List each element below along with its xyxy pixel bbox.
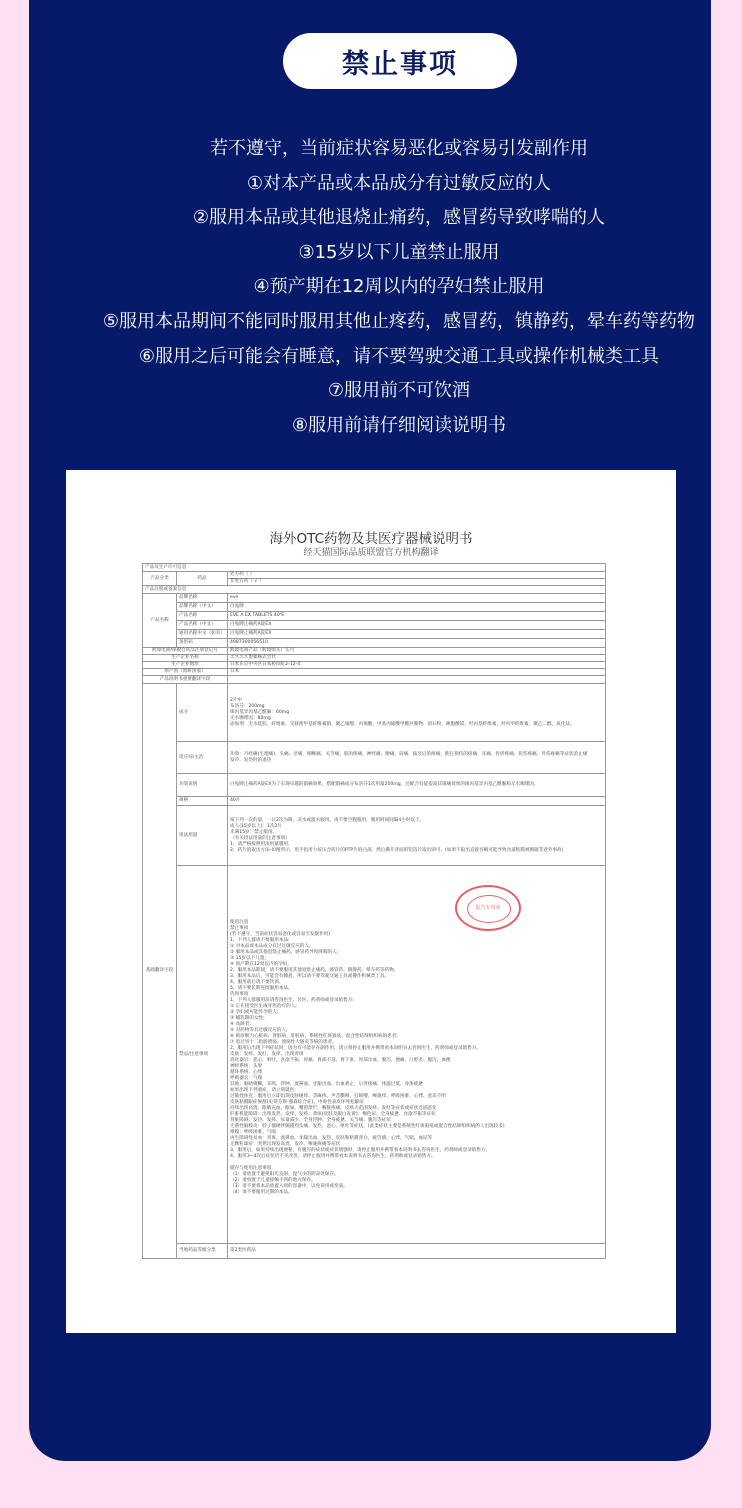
section-title: 禁止事项	[342, 48, 458, 80]
warning-item: ③15岁以下儿童禁止服用	[298, 241, 500, 263]
cell-label: 生产企业地址	[143, 662, 228, 669]
cell-label: 功效说明	[177, 774, 228, 797]
cell-label: 产品分类	[143, 572, 177, 586]
text-line: 2片中	[230, 697, 243, 703]
section-header: 产品及生产许可信息	[143, 564, 606, 572]
text-line: 3、服用本品后，可能会有睡意，所以请不要驾驶交通工具或操作机械类工具。	[230, 973, 390, 979]
text-line: 1、下列人群服用前请咨询医生、牙医、药剂师或登录销售方:	[230, 997, 354, 1003]
text-line: ① 对本品或本品成分有过过敏反应的人;	[230, 943, 311, 949]
section-header: 产品注册或备案信息	[143, 586, 606, 594]
text-line: （4）请不要服用过期的本品。	[230, 1189, 293, 1195]
stamp-text: 报告专用章	[475, 905, 501, 911]
cell-label: 原产国（原研国家）	[143, 669, 228, 676]
document-title: 海外OTC药物及其医疗器械说明书	[269, 531, 473, 547]
section-header: 产品说明书重要翻译字段	[143, 676, 228, 684]
text-line: 皮肤粘膜眼症候群(史蒂芬斯-强森综合症)、中毒性表皮坏死松解症	[230, 1099, 364, 1105]
cell-value: eve	[228, 594, 606, 603]
text-line: ⑤ 对药物等有过敏反应的人;	[230, 1027, 288, 1033]
text-line: 功效：月经痛(生理痛)、头痛、牙痛、咽喉痛、关节痛、肌肉疼痛、神经痛、腰痛、肩痛、拔牙后的疼痛、跌打损伤的疼痛、耳痛、骨折疼痛、扭伤疼痛、外伤疼痛等症状的止痛	[230, 751, 588, 757]
text-line: 无颗粒球症：突然出现发高烧、发冷、喉咙疼痛等症状	[230, 1141, 341, 1147]
cell-label: 药品	[177, 572, 228, 586]
cell-value: 日本	[228, 669, 606, 676]
text-line: 咨询事项	[230, 991, 249, 997]
warning-item: ①对本产品或本品成分有过敏反应的人	[246, 172, 552, 194]
official-stamp	[455, 885, 521, 931]
cell-label: 规格	[177, 797, 228, 806]
text-line: ③ 15岁以下儿童;	[230, 955, 266, 961]
document-table	[142, 563, 606, 1259]
cell-value: 白兔牌	[228, 603, 606, 612]
text-line: 使用注意	[230, 919, 249, 925]
cell-label: 跨境电商/保税仓药品注册登记号	[143, 648, 228, 655]
cell-label: 基础翻译字段	[143, 684, 177, 1259]
effect-cell: 白兔牌止痛药A锭EX为了实现卓越的镇痛效果，搭配镇痛成分布洛芬1次用量200mg，还配合有能提高其镇痛效果的烯丙基异丙基乙酰脲和无水咖啡因。	[228, 774, 606, 797]
warning-item: ②服用本品或其他退烧止痛药，感冒药导致哮喘的人	[192, 207, 606, 229]
text-line: 消化器官：恶心、呕吐、食欲不振、胃痛、胃部不适、胃下垂、胃部出血、腹泻、便痛、口腔炎、腹泻、血便	[230, 1057, 451, 1063]
cell-label: 适应症/主治	[177, 742, 228, 774]
cell-value: 跨境电商产品（跨境购买）实可	[228, 648, 606, 655]
text-line: 4、服用前后请不要饮酒。	[230, 979, 284, 985]
text-line: ③ 哺乳期的女性;	[230, 1015, 265, 1021]
spec-cell: 40片	[228, 797, 606, 806]
text-line: 如果出现下列重症，请立刻就医:	[230, 1087, 296, 1093]
text-line: ④ 预产期在12周以内的孕妇。	[230, 961, 292, 967]
text-line: 5、请不要长期连续服用本品。	[230, 985, 293, 991]
text-line: 再生障碍性贫血：青斑、流鼻血、牙龈出血、发热、皮肤和粘膜青白、疲劳感、心悸、气喘、血尿等	[230, 1135, 433, 1141]
cell-label: 产品名称（中文）	[177, 621, 228, 630]
class-cell: 第2类医药品	[228, 1244, 606, 1259]
text-line: （1）请放置于避免阳光直射、湿气少的阴凉处保存。	[230, 1171, 339, 1177]
text-line: 无水咖啡因：80mg	[230, 715, 271, 721]
text-line: 哮喘：呼吸困难、气喘	[230, 1129, 276, 1135]
text-line: （有关用法用量的注意事项）	[230, 835, 290, 841]
usage-cell	[228, 806, 606, 866]
cell-label: 品牌名称（中文）	[177, 603, 228, 612]
text-line: 成人(15岁以上)：1次2片	[230, 823, 283, 829]
text-line: 2、服用本品期间，请不要服用其他退烧止痛药、感冒药、镇静药、晕车药等药物。	[230, 967, 399, 973]
warning-list	[58, 132, 740, 443]
warning-item: ⑥服用之后可能会有睡意，请不要驾驶交通工具或操作机械类工具	[138, 345, 660, 367]
document-subtitle: 经天猫国际品质联盟官方机构翻译	[303, 548, 439, 558]
text-line: 按下列一次的量，一日2次为限，凉水或温水服用。请不要空腹服用，服用时间间隔4小时以上。	[230, 817, 425, 823]
cell-value: 非处方药（ √ ）	[228, 579, 606, 586]
cell-value: 4987300056510	[228, 639, 606, 648]
text-line: 禁止事项	[230, 925, 249, 931]
text-line: 肝脏机能障碍：出现发热、发痒、发疹、黄疸(皮肤及眼白发黄)、褐色尿、全身疲惫、食欲不振等症状	[230, 1111, 436, 1117]
text-line: 未满15岁：禁止服用。	[230, 829, 278, 835]
text-line: 皮肤：发疹、发红、发痒、出现青斑	[230, 1051, 304, 1057]
section-title-pill	[283, 33, 517, 89]
text-line: ① 正在接受医生或牙医治疗的人;	[230, 1003, 297, 1009]
warning-item: ⑧服用前请仔细阅读说明书	[291, 414, 507, 436]
text-line: 肾脏障碍：发热、发疹、尿量减少、全身浮肿、全身疲惫、关节痛、腹泻等症状	[230, 1117, 391, 1123]
ingredients-cell	[228, 684, 606, 742]
text-line: 2、药片的取出方法-如图所示，用手指用力按压含药片的PTP片的凸部，然后撕开背面的铝箔片取出即可。(如果不取出直接吞咽可能导致食道粘膜被刺破等意外事故)	[230, 847, 564, 853]
text-line: (若不遵守，当前症状容易恶化或容易引发副作用)	[230, 931, 331, 937]
instruction-document-image	[66, 470, 676, 1333]
cell-label: 用法用量	[177, 806, 228, 866]
text-line: ⑦ 患过胃十二指肠溃疡、溃疡性大肠炎等病的患者。	[230, 1039, 337, 1045]
indication-cell	[228, 742, 606, 774]
text-line: 持续出现高烧、眼睛充血、眼屎、嘴唇溃烂、喉咙疼痛、皮肤大范围发疹、发红等症状或症状急剧恶化	[230, 1105, 437, 1111]
warning-intro: 若不遵守，当前症状容易恶化或容易引发副作用	[210, 138, 588, 159]
cell-label: 产品名称	[177, 612, 228, 621]
text-line: 1、请严格按照用法用量服用。	[230, 841, 293, 847]
cell-value: EVE A EX TABLETS 40'S	[228, 612, 606, 621]
text-line: 神经系统：头晕	[230, 1063, 263, 1069]
text-line: 布洛芬：200mg	[230, 703, 265, 709]
text-line: 储存与使用注意事项	[230, 1165, 272, 1171]
text-line: 2、服用后出现下列症状时，因为有可能存在副作用，请立刻停止服用并携带看本说明书去咨询医生、药剂师或登录销售方。	[230, 1045, 481, 1051]
cell-value: 白兔牌止痛药A锭EX	[228, 630, 606, 639]
cell-label: 生产企业名称	[143, 655, 228, 662]
text-line: 发冷、发热时的退热	[230, 757, 272, 763]
text-line: ② 服用本品或其他退烧止痛药、感冒药导致哮喘的人;	[230, 949, 339, 955]
cell-label: 当地药品等级分类	[177, 1244, 228, 1259]
text-line: 4、服用3~4次后症状仍不见改善，请停止服用并携带看本说明书去咨询医生、药剂师或登录销售方。	[230, 1153, 436, 1159]
cell-label: 品牌名称	[177, 594, 228, 603]
warning-item: ⑦服用前不可饮酒	[327, 380, 471, 402]
cell-value: エスエス製薬株式会社	[228, 655, 606, 662]
text-line: 其他：眼睛模糊、耳鸣、浮肿、流鼻血、牙龈出血、出血难止、后背疼痛、体温过低、身体疲惫	[230, 1081, 423, 1087]
warning-item: ④预产期在12周以内的孕妇禁止服用	[253, 276, 545, 298]
text-line: 呼吸器官：气喘	[230, 1075, 263, 1081]
caution-cell	[228, 866, 606, 1244]
text-line: 1、下列人群请不要服用本品:	[230, 937, 290, 943]
text-line: 添加剂：无水硅胶、纤维素、交联羧甲基纤维素钠、聚乙烯醇、丙烯酸、甲基丙烯酸甲酯共聚物、滑石粉、硬脂酸镁、羟丙基纤维素、羟丙甲纤维素、聚乙二醇、氧化钛。	[230, 721, 575, 727]
text-line: 烯丙基异丙基乙酰脲：60mg	[230, 709, 290, 715]
text-line: 3、服用后，如果持续出现便秘、有腹泻的症状或症状增强时，请停止服用并携带看本说明书去咨询医生、药剂师或登录销售方。	[230, 1147, 491, 1153]
text-line: ④ 高龄者;	[230, 1021, 251, 1027]
text-line: ⑥ 被诊断为心脏病、肾脏病、肝脏病、系统性红斑狼疮、混合性结缔组织病的患者;	[230, 1033, 398, 1039]
cell-label: 禁忌/注意事项	[177, 866, 228, 1244]
cell-value: 白兔牌止痛药A锭EX	[228, 621, 606, 630]
text-line: 无菌性脑膜炎：脖子僵硬伴随剧烈头痛、发热、恶心、呕吐等症状。(此类症状主要是系统性红斑狼疮或混合性结缔组织病的人出现较多)	[230, 1123, 505, 1129]
text-line: 循环系统：心悸	[230, 1069, 263, 1075]
cell-label: 通用名称中文（如有）	[177, 630, 228, 639]
cell-label: 条形码	[177, 639, 228, 648]
text-line: （3）请不要将本品放置入别的容器中，以免误用或变质。	[230, 1183, 348, 1189]
cell-value: 处方药（ ）	[228, 572, 606, 579]
text-line: （2）请放置于儿童接触不到的地方保存。	[230, 1177, 316, 1183]
text-line: ② 孕妇或可能怀孕的人;	[230, 1009, 279, 1015]
cell-value: 日本东京中央区日本桥滨町2-12-4	[228, 662, 606, 669]
cell-label: 成分	[177, 684, 228, 742]
cell-label: 产品名称	[143, 594, 177, 648]
text-line: 过敏性休克：服用后立即出现皮肤瘙痒、荨麻疹、声音嘶哑、打喷嚏、喉咙痒、呼吸困难、心悸、意识不明	[230, 1093, 446, 1099]
warning-item: ⑤服用本品期间不能同时服用其他止疼药，感冒药，镇静药，晕车药等药物	[102, 310, 696, 332]
